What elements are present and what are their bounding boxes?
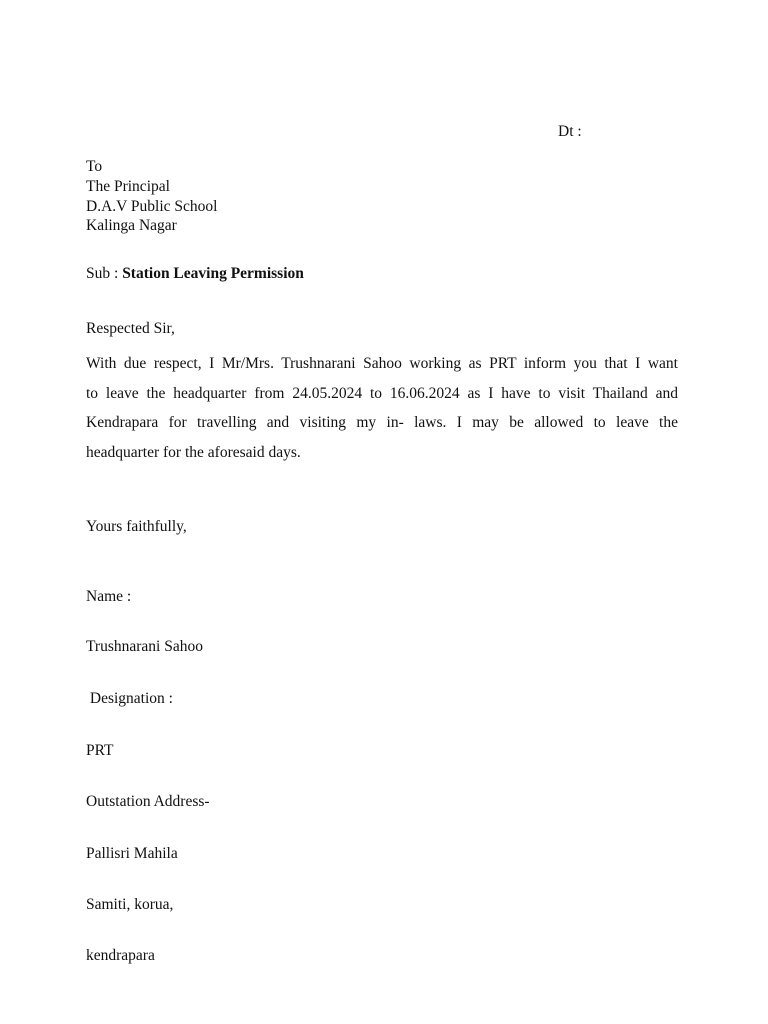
body-line: Kendrapara for travelling and visiting my in- laws. I may be allowed to leave the (86, 414, 678, 431)
name-value: Trushnarani Sahoo (86, 638, 203, 655)
address-line: kendrapara (86, 947, 155, 964)
recipient-title: The Principal (86, 178, 170, 195)
subject-label: Sub : (86, 265, 123, 282)
name-label: Name : (86, 588, 132, 605)
recipient-to: To (86, 158, 103, 175)
closing: Yours faithfully, (86, 518, 187, 535)
address-line: Pallisri Mahila (86, 845, 178, 862)
address-line: Samiti, korua, (86, 896, 174, 913)
designation-value: PRT (86, 742, 114, 759)
recipient-school: D.A.V Public School (86, 198, 218, 215)
salutation: Respected Sir, (86, 320, 175, 337)
subject-line (86, 264, 304, 284)
address-label: Outstation Address- (86, 793, 210, 810)
body-line: With due respect, I Mr/Mrs. Trushnarani Sahoo working as PRT inform you that I want (86, 355, 678, 372)
recipient-place: Kalinga Nagar (86, 217, 177, 234)
date-label: Dt : (558, 123, 582, 140)
body-line: to leave the headquarter from 24.05.2024 to 16.06.2024 as I have to visit Thailand and (86, 384, 678, 402)
subject-text: Station Leaving Permission (122, 265, 304, 282)
designation-label: Designation : (86, 690, 173, 707)
body-paragraph (86, 349, 678, 467)
body-line: headquarter for the aforesaid days. (86, 443, 301, 461)
